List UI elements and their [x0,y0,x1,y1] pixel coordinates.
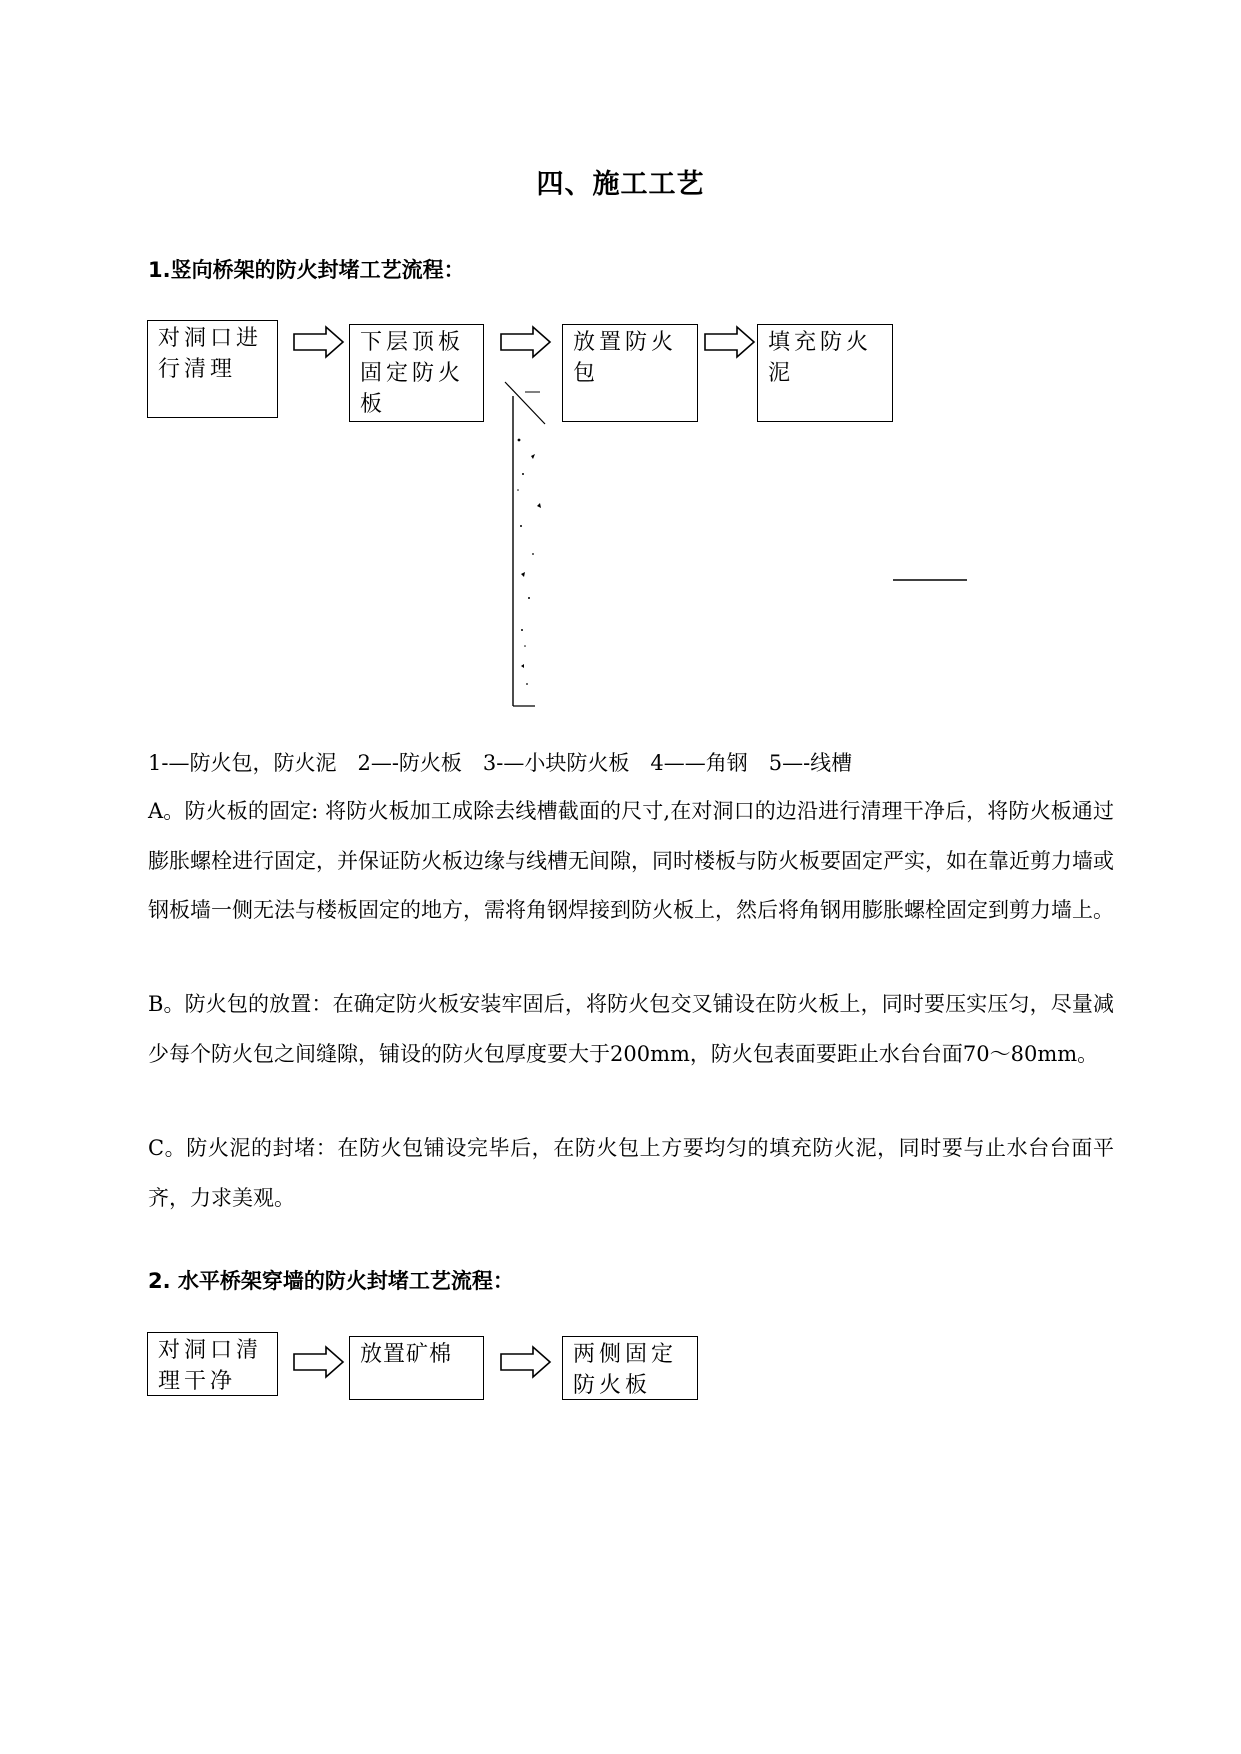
paragraph-c: C。防火泥的封堵：在防火包铺设完毕后，在防火包上方要均匀的填充防火泥，同时要与止水台台面平齐，力求美观。 [148,1136,1114,1210]
construction-drawing [495,378,575,710]
drawing-leader-line [893,578,967,582]
flow-step-3: 放置防火包 [562,324,698,422]
paragraph-a: A。防火板的固定: 将防火板加工成除去线槽截面的尺寸,在对洞口的边沿进行清理干净后，将防火板通过膨胀螺栓进行固定，并保证防火板边缘与线槽无间隙，同时楼板与防火板要固定严实，如在靠近剪力墙或钢板墙一侧无法与楼板固定的地方，需将角钢焊接到防火板上，然后将角钢用膨胀螺栓固定到剪力墙上。 [148,799,1114,922]
flow-arrow-icon [704,325,756,359]
section-2-heading: 2. 水平桥架穿墙的防火封堵工艺流程： [148,1269,514,1293]
section-1-heading: 1.竖向桥架的防火封堵工艺流程： [148,258,465,282]
flow-arrow-icon [293,1345,345,1379]
flow2-step-3: 两侧固定防火板 [562,1336,698,1400]
paragraph-b: B。防火包的放置：在确定防火板安装牢固后，将防火包交叉铺设在防火板上，同时要压实压匀，尽量减少每个防火包之间缝隙，铺设的防火包厚度要大于200mm，防火包表面要距止水台台面70～80mm。 [148,992,1114,1066]
flow-arrow-icon [500,1345,552,1379]
flow-arrow-icon [500,325,552,359]
flow-step-4: 填充防火泥 [757,324,893,422]
page-title: 四、施工工艺 [536,169,705,200]
flow-step-1: 对洞口进行清理 [147,320,278,418]
flow-step-2: 下层顶板固定防火板 [349,324,484,422]
flow2-step-2: 放置矿棉 [349,1336,484,1400]
drawing-legend: 1-—防火包，防火泥 2—-防火板 3-—小块防火板 4——角钢 5—-线槽 [148,751,853,775]
flow-arrow-icon [293,325,345,359]
flow2-step-1: 对洞口清理干净 [147,1332,278,1396]
